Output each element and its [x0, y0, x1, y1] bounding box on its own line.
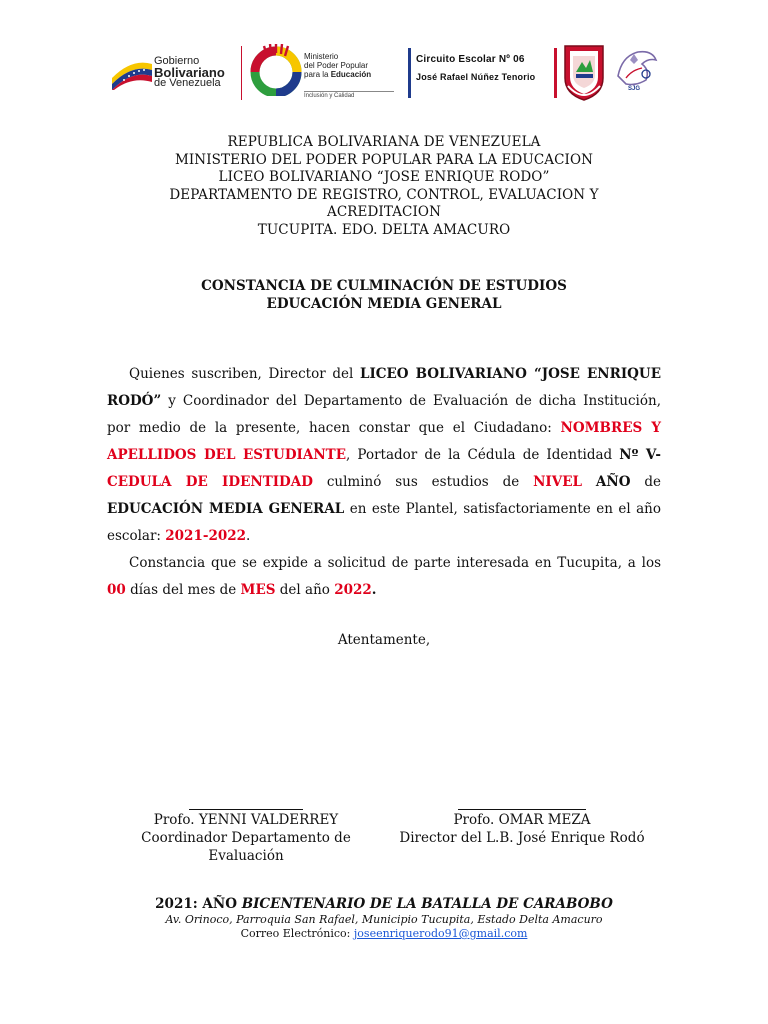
p2-text-a: Constancia que se expide a solicitud de parte interesada en Tucupita, a los: [129, 555, 661, 571]
gobierno-line2: Bolivariano: [154, 65, 225, 80]
header-line-department: DEPARTAMENTO DE REGISTRO, CONTROL, EVALUACION Y: [169, 186, 599, 203]
ministerio-logo-text: [304, 52, 399, 79]
circuito-line2: José Rafael Núñez Tenorio: [416, 72, 536, 82]
document-title: [0, 277, 768, 313]
p2-text-b: días del mes de: [125, 582, 241, 598]
signature-coordinator: [108, 795, 384, 865]
school-shield-icon: [562, 42, 606, 102]
signer-name: Profo. OMAR MEZA: [453, 812, 591, 828]
gobierno-logo-text: [154, 56, 225, 89]
ministerio-tagline: Inclusión y Calidad: [304, 91, 394, 99]
title-line1: CONSTANCIA DE CULMINACIÓN DE ESTUDIOS: [201, 278, 567, 294]
school-name: LICEO BOLIVARIANO “JOSE ENRIQUE RODÓ”: [107, 366, 661, 409]
p1-text-c: , Portador de la Cédula de Identidad: [346, 447, 620, 463]
circuito-escolar-label: [416, 54, 535, 82]
state-logo-text: SJG: [628, 86, 641, 92]
venezuela-flag-icon: [110, 56, 154, 90]
p1-text-g: en este Plantel, satisfactoriamente en el año escolar:: [107, 501, 662, 544]
header-line-department-cont: ACREDITACION: [326, 204, 441, 220]
p1-text-a: Quienes suscriben, Director del: [129, 366, 360, 382]
document-footer: [0, 895, 768, 941]
p1-text-h: .: [246, 528, 251, 544]
ministerio-line3-education: Educación: [330, 70, 372, 79]
p1-text-f: de: [630, 474, 661, 490]
education-level: EDUCACIÓN MEDIA GENERAL: [107, 501, 345, 517]
p1-text-b: y Coordinador del Departamento de Evaluación de dicha Institución, por medio de la presente, hacen constar que el Ciudadano:: [107, 393, 661, 436]
logo-separator-blue: [408, 48, 411, 98]
ministerio-line2: del Poder Popular: [304, 61, 369, 70]
email-label: Correo Electrónico:: [240, 927, 354, 940]
school-year: 2021-2022: [165, 528, 247, 544]
logo-separator-red-2: [554, 48, 557, 98]
nivel-placeholder: NIVEL: [533, 474, 583, 490]
closing-text: Atentamente,: [337, 632, 431, 648]
signature-line: [458, 809, 586, 810]
motto-prefix: 2021: AÑO: [155, 896, 242, 912]
state-logo: [612, 46, 660, 100]
ministerio-line1: Ministerio: [304, 52, 339, 61]
gobierno-line1: Gobierno: [154, 55, 200, 67]
motto-italic: BICENTENARIO DE LA BATALLA DE CARABOBO: [241, 896, 613, 912]
month-placeholder: MES: [240, 582, 276, 598]
signer-role: Director del L.B. José Enrique Rodó: [399, 830, 645, 846]
email-link[interactable]: joseenriquerodo91@gmail.com: [353, 927, 528, 940]
footer-motto: [0, 895, 768, 913]
body-paragraph-2: [107, 550, 661, 604]
ci-placeholder: CEDULA DE IDENTIDAD: [107, 474, 313, 490]
header-line-ministry: MINISTERIO DEL PODER POPULAR PARA LA EDUCACION: [174, 151, 594, 168]
circuito-line1: Circuito Escolar Nº 06: [416, 54, 525, 65]
body-paragraph-1: [107, 361, 661, 550]
signer-name: Profo. YENNI VALDERREY: [153, 812, 339, 828]
p1-text-e: [582, 474, 596, 490]
header-line-location: TUCUPITA. EDO. DELTA AMACURO: [257, 221, 511, 238]
ministerio-line3: [304, 70, 399, 79]
gobierno-bolivariano-logo: [108, 50, 238, 96]
day-placeholder: 00: [107, 582, 126, 598]
ci-label: Nº V-: [619, 447, 661, 463]
student-name-placeholder: NOMBRES Y APELLIDOS DEL ESTUDIANTE: [107, 420, 661, 463]
anio-label: AÑO: [595, 474, 631, 490]
logo-separator-red: [241, 46, 242, 100]
gobierno-line3: de Venezuela: [154, 77, 221, 89]
ministerio-line3-prefix: para la: [304, 70, 331, 79]
signature-line: [189, 809, 303, 810]
header-line-school: LICEO BOLIVARIANO “JOSE ENRIQUE RODO”: [218, 169, 550, 185]
header-line-republic: REPUBLICA BOLIVARIANA DE VENEZUELA: [227, 134, 541, 150]
institution-header: [0, 134, 768, 239]
title-line2: EDUCACIÓN MEDIA GENERAL: [266, 296, 502, 312]
ministerio-education-logo-icon: [250, 44, 302, 96]
p2-text-c: del año: [275, 582, 335, 598]
signer-role: Coordinador Departamento de Evaluación: [141, 830, 351, 864]
issue-year: 2022: [334, 582, 372, 598]
footer-email-line: [0, 927, 768, 941]
p2-text-d: .: [371, 582, 377, 598]
p1-text-d: culminó sus estudios de: [312, 474, 534, 490]
logo-band: [108, 42, 668, 106]
footer-address: Av. Orinoco, Parroquia San Rafael, Municipio Tucupita, Estado Delta Amacuro: [165, 913, 603, 926]
signature-director: [396, 795, 648, 847]
